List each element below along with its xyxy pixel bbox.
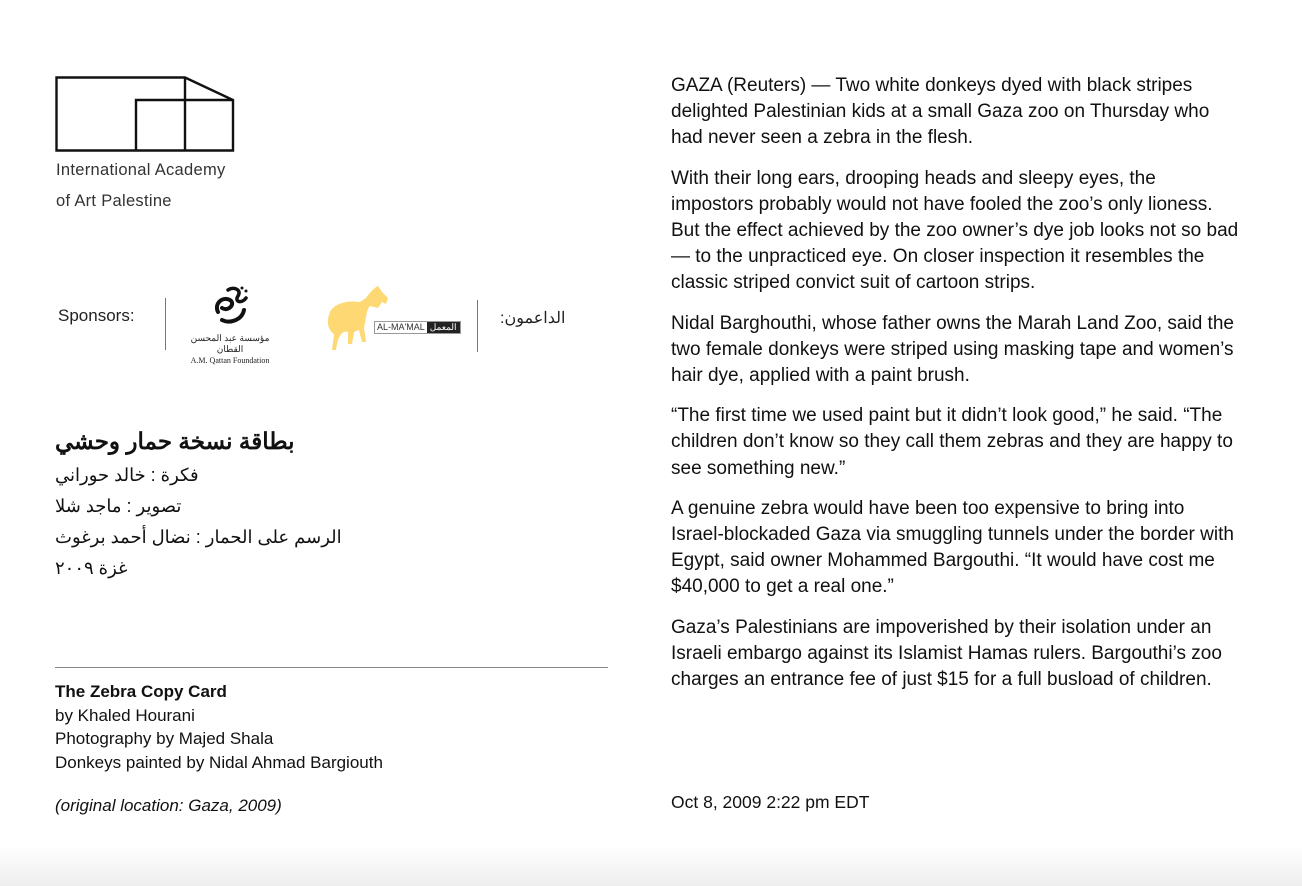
arabic-card-title: بطاقة نسخة حمار وحشي bbox=[55, 428, 295, 454]
article-paragraph: GAZA (Reuters) — Two white donkeys dyed with black stripes delighted Palestinian kids at a small Gaza zoo on Thursday who had never seen a zebra in the flesh. bbox=[671, 75, 1210, 149]
english-credits bbox=[55, 680, 383, 774]
credit-painting: Donkeys painted by Nidal Ahmad Bargiouth bbox=[55, 752, 383, 772]
original-location: (original location: Gaza, 2009) bbox=[55, 796, 282, 815]
article-paragraph: A genuine zebra would have been too expensive to bring into Israel-blockaded Gaza via smuggling tunnels under the border with Egypt, said owner Mohammed Bargouthi. “It would have cost me $40,000 to get a real one.” bbox=[671, 497, 1234, 598]
sponsor-divider-right bbox=[477, 300, 478, 352]
article-paragraph: “The first time we used paint but it didn’t look good,” he said. “The children don’t know so they call them zebras and they are happy to see something new.” bbox=[671, 405, 1233, 479]
almamal-badge bbox=[374, 321, 461, 334]
academy-name-line2: of Art Palestine bbox=[56, 192, 172, 210]
section-divider bbox=[55, 667, 608, 668]
sponsor-divider bbox=[165, 298, 166, 350]
qattan-calligraphy-icon bbox=[208, 282, 252, 326]
arabic-credit-location: غزة ٢٠٠٩ bbox=[55, 558, 128, 578]
arabic-credit-painting: الرسم على الحمار : نضال أحمد برغوث bbox=[55, 527, 342, 547]
news-article bbox=[671, 73, 1241, 707]
sponsors-label-arabic: الداعمون: bbox=[500, 310, 566, 327]
article-paragraph: Nidal Barghouthi, whose father owns the Marah Land Zoo, said the two female donkeys were striped using masking tape and women’s hair dye, applied with a paint brush. bbox=[671, 312, 1234, 387]
almamal-name-arabic: المعمل bbox=[427, 322, 460, 333]
qattan-foundation-logo bbox=[180, 282, 280, 365]
credit-photography: Photography by Majed Shala bbox=[55, 729, 274, 749]
qattan-name-arabic: مؤسسة عبد المحسن القطان bbox=[190, 333, 270, 354]
almamal-name-english: AL-MA'MAL bbox=[377, 322, 425, 332]
arabic-credit-idea: فكرة : خالد حوراني bbox=[55, 465, 199, 485]
article-paragraph: Gaza’s Palestinians are impoverished by their isolation under an Israeli embargo against its Islamist Hamas rulers. Bargouthi’s zoo charges an entrance fee of just $15 for a full busload of children. bbox=[671, 616, 1222, 691]
almamal-logo bbox=[322, 282, 462, 354]
academy-name-line1: International Academy bbox=[56, 161, 226, 179]
credit-author: by Khaled Hourani bbox=[55, 705, 195, 725]
article-paragraph: With their long ears, drooping heads and sleepy eyes, the impostors probably would not have fooled the zoo’s only lioness. But the effect achieved by the zoo owner’s dye job looks not so bad — to the unpracticed eye. On closer inspection it resembles the classic striped convict suit of cartoon strips. bbox=[671, 167, 1239, 294]
arabic-credit-photography: تصوير : ماجد شلا bbox=[55, 496, 182, 516]
card-title: The Zebra Copy Card bbox=[55, 682, 227, 701]
goat-icon bbox=[326, 284, 390, 352]
article-timestamp: Oct 8, 2009 2:22 pm EDT bbox=[671, 792, 870, 812]
qattan-name-english: A.M. Qattan Foundation bbox=[190, 356, 270, 365]
academy-logo-icon bbox=[55, 76, 235, 152]
sponsors-label: Sponsors: bbox=[58, 306, 135, 325]
